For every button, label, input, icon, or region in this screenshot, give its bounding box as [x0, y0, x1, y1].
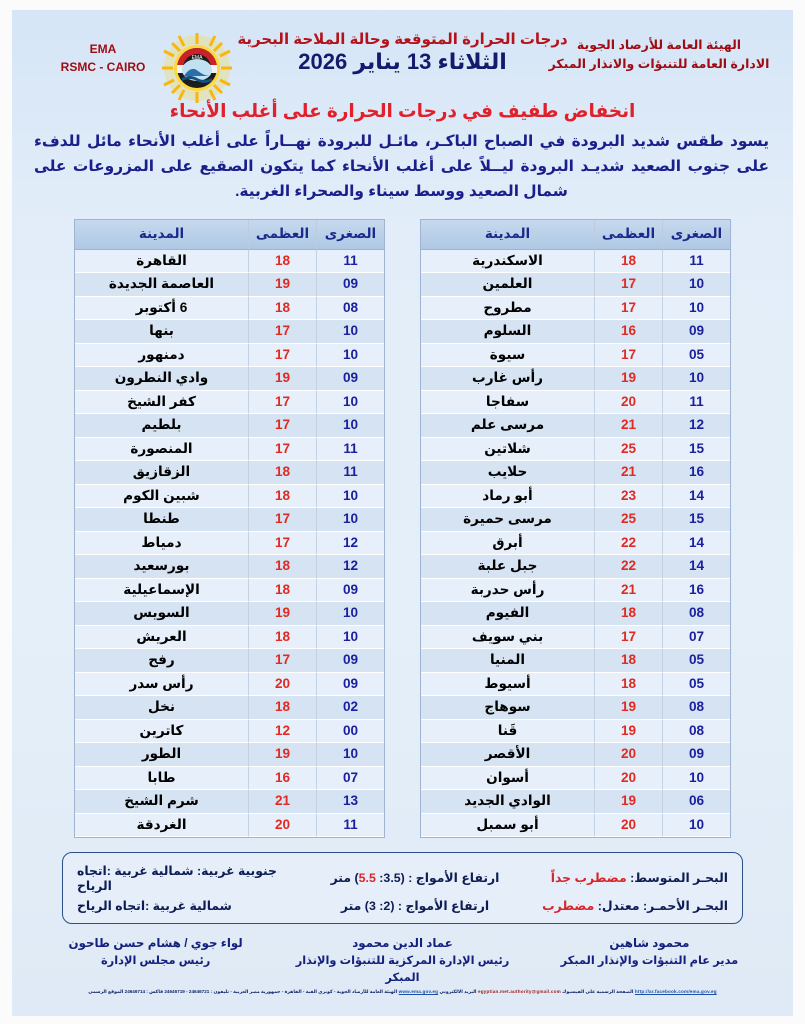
table-row	[75, 250, 384, 274]
cell-min-temp: 07	[662, 626, 730, 650]
cell-min-temp: 10	[316, 602, 384, 626]
cell-max-temp: 19	[248, 743, 316, 767]
table-row	[421, 814, 730, 838]
cell-max-temp: 16	[594, 320, 662, 344]
cell-max-temp: 19	[594, 367, 662, 391]
cell-city-name: أبو سمبل	[421, 814, 594, 838]
cell-city-name: الاسكندرية	[421, 250, 594, 274]
cell-max-temp: 19	[248, 273, 316, 297]
cell-max-temp: 21	[248, 790, 316, 814]
page-header	[0, 0, 805, 96]
cell-city-name: رأس غارب	[421, 367, 594, 391]
cell-max-temp: 18	[248, 579, 316, 603]
marine-row	[77, 860, 728, 895]
cell-city-name: أسيوط	[421, 673, 594, 697]
marine-sea-label: البحـر المتوسط:	[626, 871, 728, 886]
cell-city-name: العريش	[75, 626, 248, 650]
cell-city-name: أبرق	[421, 532, 594, 556]
cell-city-name: أسوان	[421, 767, 594, 791]
cell-min-temp: 08	[662, 602, 730, 626]
table-row	[75, 814, 384, 838]
cell-max-temp: 20	[248, 673, 316, 697]
cell-city-name: بني سويف	[421, 626, 594, 650]
table-row	[421, 508, 730, 532]
cell-max-temp: 18	[594, 250, 662, 274]
cell-max-temp: 18	[248, 485, 316, 509]
cell-max-temp: 22	[594, 555, 662, 579]
cell-max-temp: 20	[594, 814, 662, 838]
svg-text:EMA: EMA	[191, 55, 203, 61]
cell-city-name: كاترين	[75, 720, 248, 744]
table-row	[75, 320, 384, 344]
table-row	[421, 532, 730, 556]
marine-row	[77, 895, 728, 915]
cell-min-temp: 10	[316, 414, 384, 438]
table-row	[421, 696, 730, 720]
cell-min-temp: 11	[662, 391, 730, 415]
cell-min-temp: 10	[316, 626, 384, 650]
signature-block	[34, 935, 277, 970]
cell-min-temp: 16	[662, 461, 730, 485]
cell-city-name: 6 أكتوبر	[75, 297, 248, 321]
cell-min-temp: 09	[316, 649, 384, 673]
cell-city-name: مرسى علم	[421, 414, 594, 438]
cell-city-name: رفح	[75, 649, 248, 673]
cell-min-temp: 14	[662, 485, 730, 509]
cell-max-temp: 17	[248, 532, 316, 556]
signature-block	[281, 935, 524, 987]
cell-max-temp: 17	[248, 320, 316, 344]
signature-title: رئيس مجلس الإدارة	[100, 955, 211, 968]
cell-city-name: سوهاج	[421, 696, 594, 720]
cell-city-name: بورسعيد	[75, 555, 248, 579]
cell-max-temp: 21	[594, 579, 662, 603]
cell-city-name: رأس سدر	[75, 673, 248, 697]
cell-min-temp: 11	[316, 814, 384, 838]
table-row	[421, 673, 730, 697]
page-title: درجات الحرارة المتوقعة وحالة الملاحة البحرية	[237, 31, 568, 48]
cell-min-temp: 10	[316, 344, 384, 368]
table-row	[421, 649, 730, 673]
marine-wind-direction: شمالية غربية :اتجاه الرياح	[77, 898, 232, 913]
cell-max-temp: 17	[594, 626, 662, 650]
column-header-max: العظمى	[594, 220, 662, 250]
email-label: البريد الالكتروني	[439, 989, 477, 995]
cell-city-name: شلاتين	[421, 438, 594, 462]
cell-city-name: قَنا	[421, 720, 594, 744]
facebook-link[interactable]: http://ar.facebook.com/ema.gov.eg	[634, 989, 717, 995]
table-row	[421, 790, 730, 814]
table-row	[75, 461, 384, 485]
marine-sea-state	[538, 870, 728, 885]
cell-city-name: حلايب	[421, 461, 594, 485]
cell-max-temp: 18	[594, 602, 662, 626]
organization-line-1: الهيئة العامة للأرصاد الجوية	[576, 38, 742, 52]
cell-max-temp: 12	[248, 720, 316, 744]
column-header-city: المدينة	[421, 220, 594, 250]
cell-max-temp: 22	[594, 532, 662, 556]
cell-min-temp: 09	[316, 579, 384, 603]
cell-city-name: دمياط	[75, 532, 248, 556]
table-row	[75, 344, 384, 368]
temperature-table-right-wrap	[74, 219, 385, 839]
cell-city-name: العلمين	[421, 273, 594, 297]
table-row	[421, 367, 730, 391]
cell-city-name: أبو رماد	[421, 485, 594, 509]
organization-line-2: الادارة العامة للتنبؤات والانذار المبكر	[548, 57, 770, 72]
marine-wave-height	[308, 898, 523, 913]
table-row	[421, 626, 730, 650]
table-row	[75, 579, 384, 603]
table-row	[421, 250, 730, 274]
marine-wave-label: ارتفاع الأمواج :	[404, 871, 500, 886]
marine-state-prefix: معتدل:	[594, 898, 640, 913]
cell-min-temp: 05	[662, 344, 730, 368]
contact-address: الهيئة العامة للأرصاد الجوية - كوبري القبة - القاهرة - جمهورية مصر العربية - تليفون : 24646721 - 24646719 فاكس : 24646714 الموقع الرسمي	[88, 989, 398, 995]
page-footer	[0, 935, 805, 995]
cell-min-temp: 10	[662, 814, 730, 838]
cell-max-temp: 17	[248, 438, 316, 462]
cell-city-name: جبل علبة	[421, 555, 594, 579]
column-header-min: الصغرى	[662, 220, 730, 250]
table-row	[75, 673, 384, 697]
cell-min-temp: 10	[316, 391, 384, 415]
page-margin-bottom	[0, 1016, 805, 1024]
cell-max-temp: 17	[594, 273, 662, 297]
marine-wave-height	[308, 870, 523, 885]
table-row	[75, 391, 384, 415]
rsmc-label-block	[38, 40, 168, 76]
marine-conditions-box	[62, 852, 743, 924]
table-row	[75, 720, 384, 744]
cell-min-temp: 10	[316, 485, 384, 509]
website-link[interactable]: www.ema.gov.eg	[398, 989, 439, 995]
page-margin-right	[793, 0, 805, 1024]
cell-max-temp: 17	[594, 297, 662, 321]
cell-city-name: العاصمة الجديدة	[75, 273, 248, 297]
table-row	[75, 743, 384, 767]
table-row	[421, 438, 730, 462]
cell-city-name: مطروح	[421, 297, 594, 321]
table-row	[421, 344, 730, 368]
cell-max-temp: 25	[594, 438, 662, 462]
cell-max-temp: 17	[248, 414, 316, 438]
cell-min-temp: 10	[662, 273, 730, 297]
headline-banner: انخفاض طفيف في درجات الحرارة على أغلب الأنحاء	[169, 100, 636, 121]
cell-max-temp: 18	[248, 250, 316, 274]
cell-city-name: كفر الشيخ	[75, 391, 248, 415]
table-row	[421, 743, 730, 767]
signature-name: عماد الدين محمود	[352, 936, 453, 951]
email-link[interactable]: egyptian.met.authority@gmail.com	[478, 989, 561, 995]
cell-max-temp: 17	[594, 344, 662, 368]
cell-min-temp: 10	[662, 367, 730, 391]
table-row	[421, 320, 730, 344]
table-row	[421, 579, 730, 603]
cell-max-temp: 20	[594, 767, 662, 791]
table-header-row	[421, 220, 730, 250]
cell-min-temp: 06	[662, 790, 730, 814]
table-row	[75, 626, 384, 650]
marine-wind-direction: جنوبية غربية: شمالية غربية :اتجاه الرياح	[77, 863, 277, 893]
cell-min-temp: 10	[316, 508, 384, 532]
cell-min-temp: 10	[316, 320, 384, 344]
marine-sea-state	[538, 898, 728, 913]
cell-min-temp: 10	[662, 297, 730, 321]
signature-title: مدير عام التنبؤات والإنذار المبكر	[560, 955, 739, 968]
cell-min-temp: 14	[662, 555, 730, 579]
cell-max-temp: 20	[594, 743, 662, 767]
cell-max-temp: 18	[248, 626, 316, 650]
table-header-row	[75, 220, 384, 250]
cell-max-temp: 18	[248, 555, 316, 579]
cell-city-name: الإسماعيلية	[75, 579, 248, 603]
cell-city-name: الطور	[75, 743, 248, 767]
cell-min-temp: 09	[316, 367, 384, 391]
cell-max-temp: 17	[248, 649, 316, 673]
cell-min-temp: 15	[662, 438, 730, 462]
cell-min-temp: 05	[662, 673, 730, 697]
table-row	[75, 790, 384, 814]
marine-sea-label: البحـر الأحمـر:	[639, 898, 728, 913]
cell-city-name: سيوة	[421, 344, 594, 368]
temperature-table-left	[420, 219, 731, 839]
cell-min-temp: 14	[662, 532, 730, 556]
table-row	[421, 485, 730, 509]
cell-city-name: طابا	[75, 767, 248, 791]
cell-max-temp: 21	[594, 414, 662, 438]
temperature-table-left-wrap	[420, 219, 731, 839]
cell-min-temp: 12	[662, 414, 730, 438]
marine-wave-value: (3.5: 5.5)	[354, 871, 405, 886]
column-header-city: المدينة	[75, 220, 248, 250]
cell-min-temp: 08	[662, 696, 730, 720]
cell-min-temp: 09	[662, 320, 730, 344]
marine-wave-unit: متر	[330, 871, 355, 886]
marine-wave-unit: متر	[340, 898, 365, 913]
temperature-tables	[0, 205, 805, 839]
bulletin-date: الثلاثاء 13 يناير 2026	[298, 49, 507, 74]
table-row	[75, 532, 384, 556]
contact-line	[34, 989, 771, 995]
cell-max-temp: 16	[248, 767, 316, 791]
cell-min-temp: 13	[316, 790, 384, 814]
ema-sun-emblem-icon	[160, 32, 234, 104]
cell-city-name: شرم الشيخ	[75, 790, 248, 814]
cell-city-name: المنصورة	[75, 438, 248, 462]
cell-max-temp: 20	[594, 391, 662, 415]
cell-max-temp: 19	[594, 696, 662, 720]
cell-max-temp: 18	[594, 673, 662, 697]
signature-block	[528, 935, 771, 970]
cell-max-temp: 19	[594, 720, 662, 744]
table-row	[75, 602, 384, 626]
cell-min-temp: 10	[316, 743, 384, 767]
cell-city-name: الأقصر	[421, 743, 594, 767]
cell-min-temp: 10	[662, 767, 730, 791]
cell-city-name: مرسى حميرة	[421, 508, 594, 532]
cell-city-name: الزقازيق	[75, 461, 248, 485]
cell-max-temp: 18	[594, 649, 662, 673]
signature-name: محمود شاهين	[609, 936, 690, 951]
cell-min-temp: 12	[316, 555, 384, 579]
table-row	[421, 555, 730, 579]
table-row	[421, 461, 730, 485]
cell-city-name: شبين الكوم	[75, 485, 248, 509]
cell-max-temp: 19	[594, 790, 662, 814]
signature-title: رئيس الإدارة المركزية للتنبؤات والإنذار المبكر	[295, 955, 510, 985]
table-row	[75, 438, 384, 462]
cell-city-name: الفيوم	[421, 602, 594, 626]
column-header-min: الصغرى	[316, 220, 384, 250]
cell-city-name: نخل	[75, 696, 248, 720]
table-row	[421, 297, 730, 321]
cell-max-temp: 17	[248, 508, 316, 532]
marine-wave-label: ارتفاع الأمواج :	[394, 898, 490, 913]
cell-min-temp: 11	[662, 250, 730, 274]
cell-min-temp: 16	[662, 579, 730, 603]
ema-label: EMA	[89, 42, 117, 56]
cell-min-temp: 08	[316, 297, 384, 321]
table-row	[421, 414, 730, 438]
cell-min-temp: 11	[316, 438, 384, 462]
cell-city-name: المنيا	[421, 649, 594, 673]
table-row	[75, 649, 384, 673]
marine-wave-value: (2: 3)	[364, 898, 395, 913]
signature-name: لواء جوي / هشام حسن طاحون	[68, 936, 243, 951]
cell-min-temp: 05	[662, 649, 730, 673]
rsmc-cairo-label: RSMC - CAIRO	[60, 60, 146, 74]
cell-max-temp: 17	[248, 391, 316, 415]
table-row	[75, 297, 384, 321]
cell-min-temp: 08	[662, 720, 730, 744]
cell-min-temp: 07	[316, 767, 384, 791]
signature-row	[34, 935, 771, 987]
table-row	[75, 767, 384, 791]
cell-max-temp: 17	[248, 344, 316, 368]
cell-city-name: سفاجا	[421, 391, 594, 415]
facebook-label: الصفحة الرسمية على الفيسبوك	[562, 989, 634, 995]
table-row	[75, 555, 384, 579]
marine-state-value: مضطرب	[542, 898, 595, 913]
temperature-table-right	[74, 219, 385, 839]
cell-min-temp: 09	[316, 673, 384, 697]
cell-max-temp: 18	[248, 297, 316, 321]
cell-min-temp: 11	[316, 250, 384, 274]
table-row	[421, 767, 730, 791]
table-row	[421, 391, 730, 415]
cell-city-name: الوادي الجديد	[421, 790, 594, 814]
cell-max-temp: 18	[248, 696, 316, 720]
marine-wave-max: 5.5	[358, 871, 376, 886]
cell-city-name: السلوم	[421, 320, 594, 344]
cell-min-temp: 00	[316, 720, 384, 744]
table-row	[75, 696, 384, 720]
table-row	[421, 273, 730, 297]
cell-min-temp: 15	[662, 508, 730, 532]
cell-city-name: الغردقة	[75, 814, 248, 838]
column-header-max: العظمى	[248, 220, 316, 250]
cell-max-temp: 19	[248, 367, 316, 391]
table-row	[75, 508, 384, 532]
cell-max-temp: 23	[594, 485, 662, 509]
table-row	[421, 720, 730, 744]
cell-min-temp: 09	[662, 743, 730, 767]
cell-city-name: طنطا	[75, 508, 248, 532]
table-row	[421, 602, 730, 626]
cell-min-temp: 11	[316, 461, 384, 485]
table-row	[75, 273, 384, 297]
cell-max-temp: 25	[594, 508, 662, 532]
cell-city-name: بلطيم	[75, 414, 248, 438]
forecast-summary-text: يسود طقس شديد البرودة في الصباح الباكـر، مائـل للبرودة نهــاراً على أغلب الأنحاء مائل للدفء على جنوب الصعيد شديـد البرودة ليــلاً على أغلب الأنحاء كما يتكون الصقيع على المزروعات على شمال الصعيد ووسط سيناء والصحراء الغربية.	[34, 133, 769, 200]
cell-min-temp: 12	[316, 532, 384, 556]
cell-city-name: بنها	[75, 320, 248, 344]
table-row	[75, 367, 384, 391]
marine-state-value: مضطرب جداً	[550, 871, 627, 886]
cell-max-temp: 18	[248, 461, 316, 485]
bulletin-title-block	[223, 30, 583, 74]
cell-city-name: رأس حدربة	[421, 579, 594, 603]
cell-max-temp: 21	[594, 461, 662, 485]
cell-max-temp: 20	[248, 814, 316, 838]
cell-max-temp: 19	[248, 602, 316, 626]
cell-min-temp: 09	[316, 273, 384, 297]
cell-city-name: دمنهور	[75, 344, 248, 368]
page-margin-left	[0, 0, 12, 1024]
table-row	[75, 414, 384, 438]
cell-city-name: القاهرة	[75, 250, 248, 274]
cell-city-name: وادي النطرون	[75, 367, 248, 391]
table-row	[75, 485, 384, 509]
cell-min-temp: 02	[316, 696, 384, 720]
cell-city-name: السويس	[75, 602, 248, 626]
